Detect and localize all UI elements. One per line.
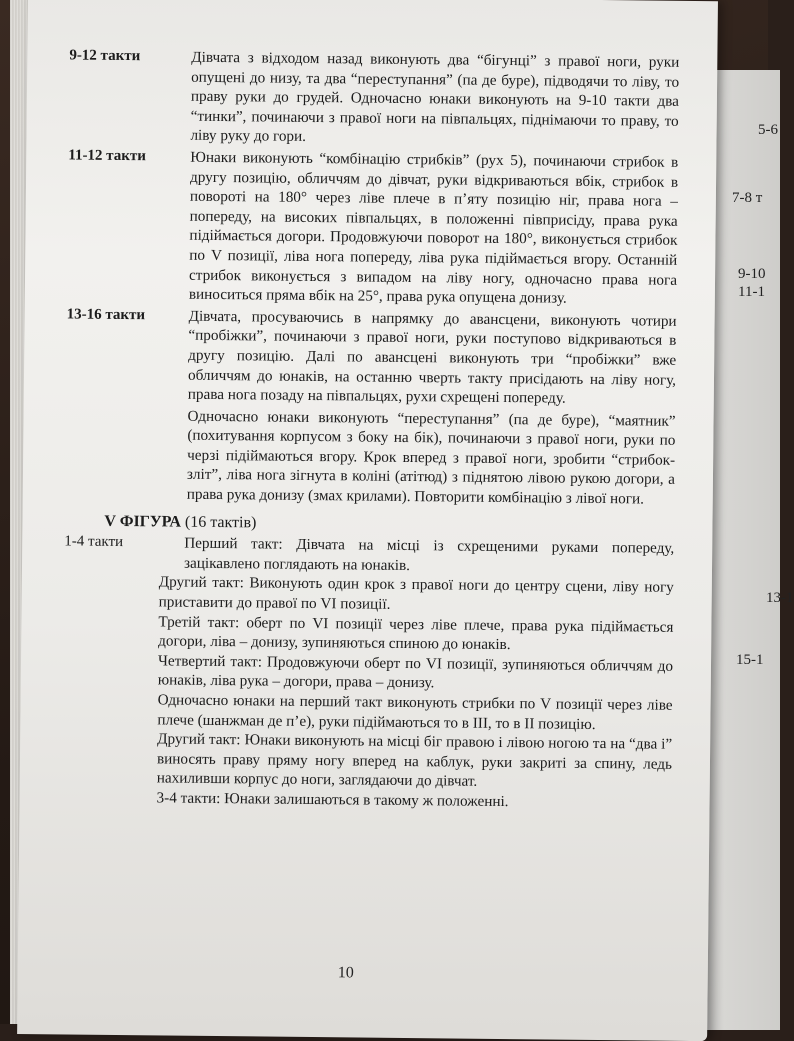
facing-page-label: 11-1 (738, 284, 765, 300)
section-row (66, 305, 677, 409)
section-row (68, 46, 679, 150)
boys-text: Одночасно юнаки виконують “переступання” (па де буре), “маятник” (похитування корпусом з боку на бік), починаючи з правої ноги, руки по черзі підіймаються вгору. Крок вперед з правої ноги, зробити “стрибок-зліт”, ліва нога зігнута в коліні (атітюд) з піднятою лівою рукою догори, а права рука донизу (змах крилами). Повторити комбінацію з лівої ноги. (186, 407, 676, 508)
figure-label: 1-4 такти (64, 533, 124, 551)
figure-line: Другий такт: Виконують один крок з правої ноги до центру сцени, ліву ногу приставити до правої по VI позиції. (158, 573, 674, 613)
figure-line: Другий такт: Юнаки виконують на місці біг правою і лівою ногою та на “два і” виносять праву пряму ногу вперед на каблук, руки закриті за спину, ледь нахиливши корпус до ноги, заглядаючи до дівчат. (156, 730, 673, 791)
section-row (67, 146, 679, 309)
figure-line: Четвертий такт: Продовжуючи оберт по VI позиції, зупиняються обличчям до юнаків, ліва рука – догори, права – донизу. (157, 652, 674, 692)
page-text (61, 46, 679, 813)
facing-page-label: 9-10 (738, 266, 766, 282)
figure-subtitle: (16 тактів) (184, 513, 257, 532)
section-text: Дівчата, просуваючись в напрямку до авансцени, виконують чотири “пробіжки”, починаючи з правої ноги, руки поступово відкриваються в другу позицію. Далі по авансцені виконують три “пробіжки” вже обличчям до юнаків, на останню чверть такту присідають на ліву ногу, права нога позаду на півпальцях, рухи схрещені попереду. (187, 307, 677, 407)
figure-line: 3-4 такти: Юнаки залишаються в такому ж положенні. (156, 789, 509, 811)
section-label: 9-12 такти (69, 47, 141, 65)
boys-paragraph (187, 406, 676, 509)
facing-page-label: 7-8 т (732, 190, 763, 206)
section-text: Дівчата з відходом назад виконують два “бігунці” з правої ноги, руки опущені до низу, та два “переступання” (па де буре), підводячи то ліву, то праву руки до грудей. Одночасно юнаки виконують на 9-10 такти два “тинки”, починаючи з правої ноги на півпальцях, піднімаючи то праву, то ліву руку до гори. (190, 48, 680, 146)
section-text: Юнаки виконують “комбінацію стрибків” (рух 5), починаючи стрибок в другу позицію, обличчям до дівчат, руки відкриваються вбік, стрибок в повороті на 180° через ліве плече в п’яту позицію ніг, права нога – попереду, на високих півпальцях, в положенні півприсіду, права рука підіймається догори. Продовжуючи поворот на 180°, виконується стрибок по V позиції, ліва нога попереду, ліва рука підіймається вгору. Останній стрибок виконується з випадом на ліву ногу, одночасно права нога виноситься пряма вбік на 25°, права рука опущена донизу. (188, 148, 679, 307)
figure-line: Одночасно юнаки на перший такт виконують стрибки по V позиції через ліве плече (шанжман де п’е), руки підіймаються то в III, то в II позицію. (157, 691, 673, 733)
facing-page-label: 13-1 (766, 590, 794, 606)
section-label: 13-16 такти (66, 306, 146, 323)
facing-page-label: 5-6 (758, 122, 778, 138)
section-label: 11-12 такти (68, 147, 147, 165)
figure-title: V ФІГУРА (104, 512, 182, 531)
facing-page-label: 15-1 (736, 652, 764, 668)
book-page (17, 0, 718, 1041)
page-number: 10 (337, 964, 354, 982)
figure-continuation (156, 573, 673, 814)
figure-row (64, 533, 674, 579)
figure-first-text: Перший такт: Дівчата на місці із схрещеними руками попереду, зацікавлено поглядають на юнаків. (183, 534, 675, 574)
figure-line: Третій такт: оберт по VI позиції через ліве плече, права рука підіймається догори, ліва – донизу, зупиняються спиною до юнаків. (158, 613, 674, 654)
